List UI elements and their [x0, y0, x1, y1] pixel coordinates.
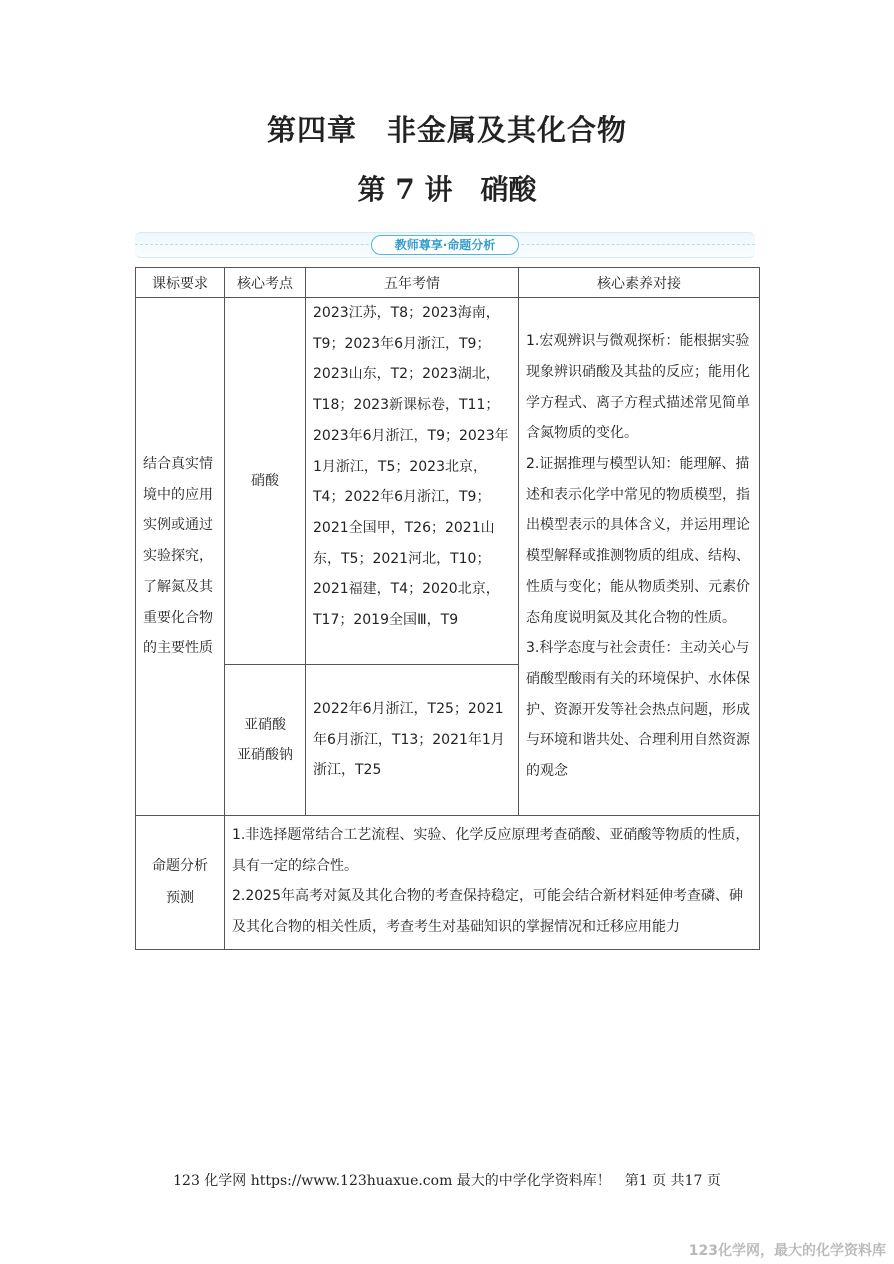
analysis-table	[135, 267, 760, 950]
page-footer: 123 化学网 https://www.123huaxue.com 最大的中学化学资料库！ 第1 页 共17 页	[173, 1173, 721, 1189]
exam-history-nitric-acid: 2023江苏，T8；2023海南，T9；2023年6月浙江，T9；2023山东，T2；2023湖北，T18；2023新课标卷，T11；2023年6月浙江，T9；2023年1月浙江，T5；2023北京，T4；2022年6月浙江，T9；2021全国甲，T26；2021山东，T5；2021河北，T10；2021福建，T4；2020北京，T17；2019全国Ⅲ，T9	[306, 298, 519, 665]
header-core-literacy: 核心素养对接	[519, 268, 760, 298]
header-topic: 核心考点	[225, 268, 306, 298]
core-literacy-item-1: 1.宏观辨识与微观探析：能根据实验现象辨识硝酸及其盐的反应；能用化学方程式、离子方程式描述常见简单含氮物质的变化。	[526, 333, 750, 442]
table-row	[136, 298, 760, 665]
topic-nitrous-acid	[225, 665, 306, 816]
site-watermark: 123化学网，最大的化学资料库	[688, 1243, 886, 1259]
table-header-row	[136, 268, 760, 298]
lecture-title: 第 7 讲 硝酸	[357, 173, 537, 206]
header-exam-history: 五年考情	[306, 268, 519, 298]
chapter-title: 第四章 非金属及其化合物	[266, 113, 627, 147]
forecast-label	[136, 816, 225, 950]
forecast-label-line1: 命题分析	[152, 858, 208, 875]
curriculum-requirement: 结合真实情境中的应用实例或通过实验探究，了解氮及其重要化合物的主要性质	[136, 298, 225, 816]
core-literacy	[519, 298, 760, 816]
forecast-content	[225, 816, 760, 950]
topic-nitric-acid: 硝酸	[225, 298, 306, 665]
exam-history-nitrous-acid: 2022年6月浙江，T25；2021年6月浙江，T13；2021年1月浙江，T25	[306, 665, 519, 816]
topic-nitrous-acid-line2: 亚硝酸钠	[237, 747, 293, 763]
header-curriculum: 课标要求	[136, 268, 225, 298]
forecast-label-line2: 预测	[166, 890, 194, 907]
forecast-item-1: 1.非选择题常结合工艺流程、实验、化学反应原理考查硝酸、亚硝酸等物质的性质，具有一定的综合性。	[232, 827, 750, 874]
core-literacy-item-2: 2.证据推理与模型认知：能理解、描述和表示化学中常见的物质模型，指出模型表示的具体含义，并运用理论模型解释或推测物质的组成、结构、性质与变化；能从物质类别、元素价态角度说明氮及其化合物的性质。	[526, 456, 750, 626]
forecast-item-2: 2.2025年高考对氮及其化合物的考查保持稳定，可能会结合新材料延伸考查磷、砷及其化合物的相关性质，考查考生对基础知识的掌握情况和迁移应用能力	[232, 888, 743, 936]
teacher-banner	[135, 232, 755, 258]
topic-nitrous-acid-line1: 亚硝酸	[244, 717, 286, 733]
table-row	[136, 816, 760, 950]
banner-label: 教师尊享·命题分析	[371, 235, 519, 255]
core-literacy-item-3: 3.科学态度与社会责任：主动关心与硝酸型酸雨有关的环境保护、水体保护、资源开发等社会热点问题，形成与环境和谐共处、合理利用自然资源的观念	[526, 640, 750, 780]
